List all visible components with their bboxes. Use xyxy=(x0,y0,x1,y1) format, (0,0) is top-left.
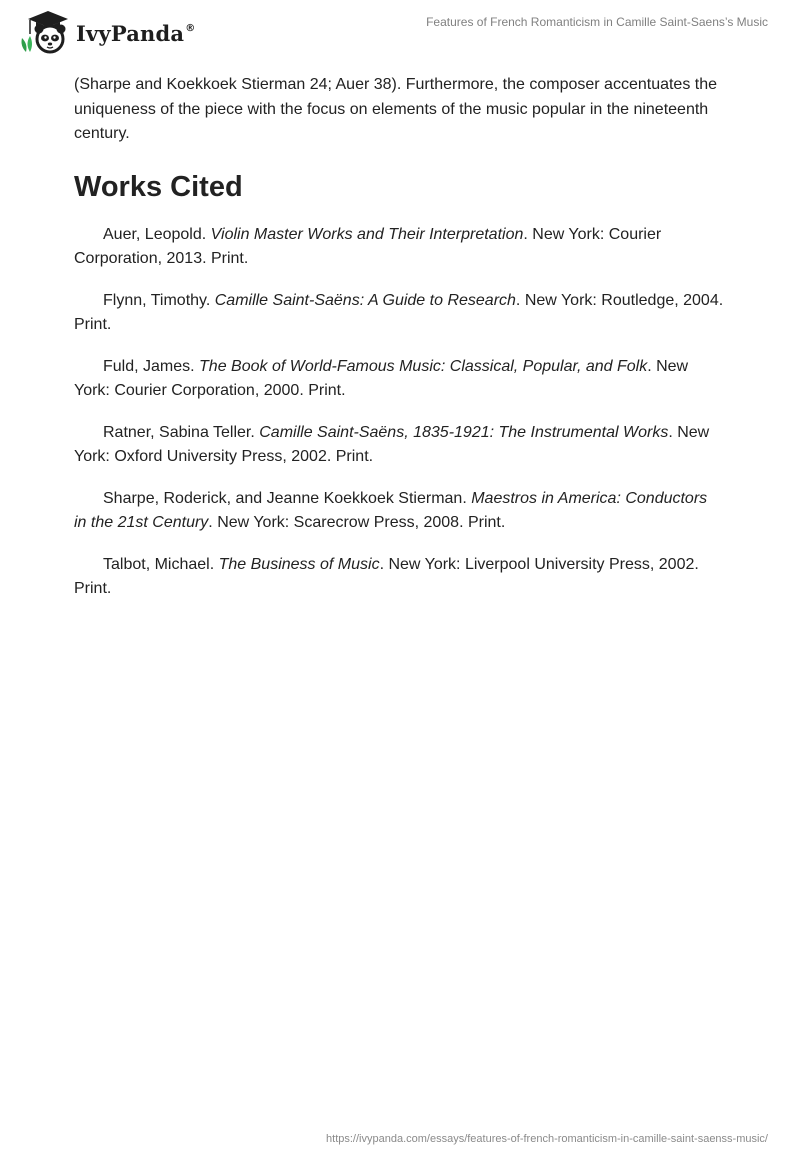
citation-auer xyxy=(74,223,724,272)
continuation-paragraph: (Sharpe and Koekkoek Stierman 24; Auer 38). Furthermore, the composer accentuates the uniqueness of the piece with the focus on elements of the music popular in the nineteenth century. xyxy=(74,76,718,142)
citation-talbot xyxy=(74,553,724,602)
citation-flynn xyxy=(74,289,724,338)
citation-title: Camille Saint-Saëns, 1835-1921: The Instrumental Works xyxy=(259,423,669,441)
citation-ratner xyxy=(74,421,724,470)
citation-author: Fuld, James. xyxy=(103,357,200,375)
running-title: Features of French Romanticism in Camille Saint-Saens’s Music xyxy=(426,15,768,29)
citation-title: The Business of Music xyxy=(218,555,380,573)
citation-fuld xyxy=(74,355,724,404)
works-cited-list xyxy=(74,223,724,602)
panda-graduation-cap-icon xyxy=(16,8,74,56)
brand-name: IvyPanda® xyxy=(76,20,196,46)
registered-mark: ® xyxy=(185,22,196,34)
citation-details: . New York: Oxford University Press, 2002. Print. xyxy=(74,423,710,465)
citation-author: Talbot, Michael. xyxy=(103,555,219,573)
citation-title: Maestros in America: Conductors in the 21st Century xyxy=(74,489,708,531)
ivypanda-logo[interactable] xyxy=(16,8,195,56)
citation-title: Violin Master Works and Their Interpretation xyxy=(210,225,524,243)
citation-author: Ratner, Sabina Teller. xyxy=(103,423,260,441)
citation-details: . New York: Scarecrow Press, 2008. Print. xyxy=(208,514,506,531)
citation-sharpe xyxy=(74,487,724,536)
page-header xyxy=(0,0,800,62)
citation-title: The Book of World-Famous Music: Classical, Popular, and Folk xyxy=(199,357,648,375)
citation-title: Camille Saint-Saëns: A Guide to Research xyxy=(214,291,516,309)
citation-author: Flynn, Timothy. xyxy=(103,291,215,309)
works-cited-heading: Works Cited xyxy=(74,170,243,203)
citation-details: . New York: Routledge, 2004. Print. xyxy=(74,291,724,333)
citation-details: . New York: Courier Corporation, 2013. Print. xyxy=(74,225,662,267)
citation-author: Auer, Leopold. xyxy=(103,225,211,243)
document-body xyxy=(74,73,724,619)
citation-author: Sharpe, Roderick, and Jeanne Koekkoek Stierman. xyxy=(103,489,472,507)
citation-details: . New York: Liverpool University Press, 2002. Print. xyxy=(74,555,699,597)
footer-url[interactable]: https://ivypanda.com/essays/features-of-french-romanticism-in-camille-saint-saenss-music/ xyxy=(326,1133,768,1145)
citation-details: . New York: Courier Corporation, 2000. Print. xyxy=(74,357,689,399)
